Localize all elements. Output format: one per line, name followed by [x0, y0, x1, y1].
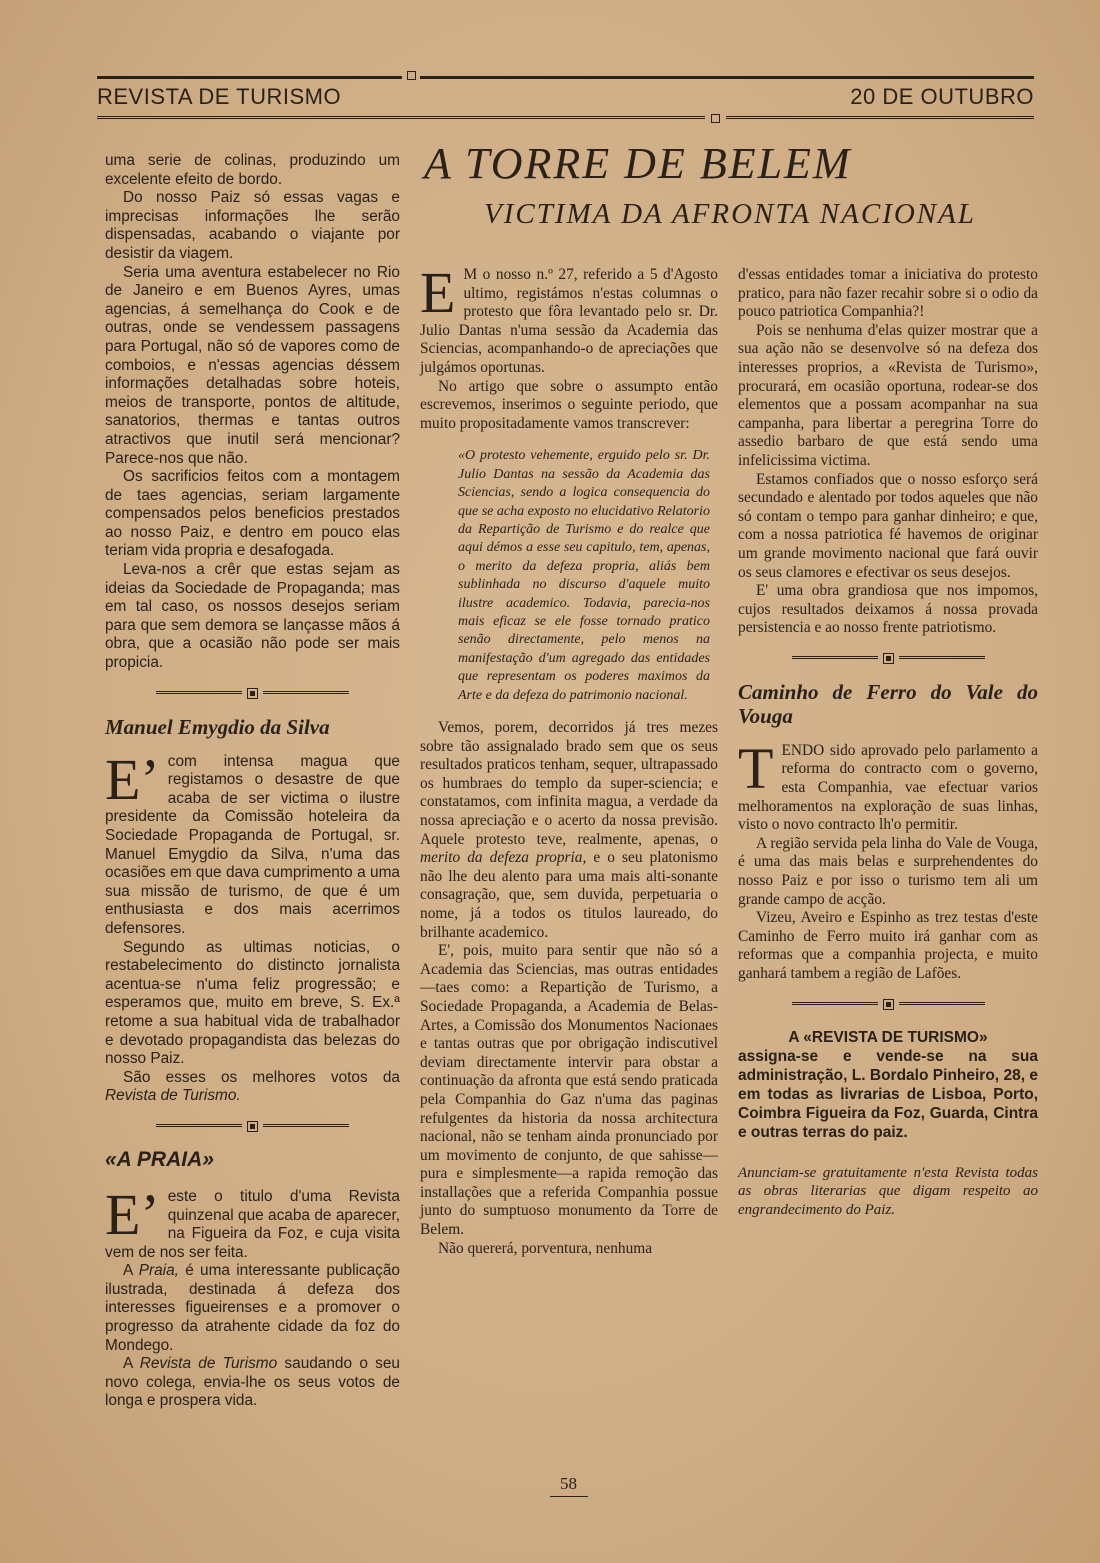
- header-bottom-rule-right: [726, 116, 1034, 122]
- right-column: [738, 266, 1038, 1219]
- drop-cap: T: [738, 735, 774, 801]
- section-title-a-praia: «A PRAIA»: [105, 1147, 214, 1171]
- page-number-rule: [550, 1496, 588, 1497]
- praia-paragraph-2: A Praia, é uma interessante publicação ilustrada, destinada á defeza dos interesses figueirenses e a promover o progresso da atrahente cidade da foz do Mondego.: [105, 1262, 400, 1354]
- section-separator: [105, 1120, 400, 1134]
- drop-cap: E’: [105, 1181, 160, 1247]
- drop-cap: E: [420, 260, 456, 325]
- header-top-rule-left: [97, 76, 402, 79]
- torre-paragraph-2: No artigo que sobre o assumpto então escrevemos, inserimos o seguinte periodo, que muito propositadamente vamos transcrever:: [420, 377, 718, 432]
- section-separator: [105, 687, 400, 701]
- torre-continued-1: d'essas entidades tomar a iniciativa do protesto pratico, para não fazer recahir sobre si o odio da pouco patriotica Companhia?!: [738, 266, 1038, 321]
- advertising-note: Anunciam-se gratuitamente n'esta Revista todas as obras literarias que digam respeito ao engrandecimento do Paiz.: [738, 1164, 1038, 1218]
- torre-continued-3: Estamos confiados que o nosso esforço será secundado e alentado por todos aqueles que não só contam o tempo para ganhar dinheiro; e que, com a nossa patriotica fé havemos de originar um grande movimento nacional que fará ouvir os seus clamores e efectivar os seus desejos.: [738, 470, 1038, 581]
- torre-continued-4: E' uma obra grandiosa que nos impomos, cujos resultados deixamos á nossa provada persistencia e ao nosso frente patriotismo.: [738, 582, 1038, 637]
- journal-name: REVISTA DE TURISMO: [97, 84, 342, 109]
- section-title-manuel-emygdio: Manuel Emygdio da Silva: [105, 714, 330, 739]
- left-paragraph-3: Seria uma aventura estabelecer no Rio de Janeiro e em Buenos Ayres, umas agencias, á semelhança do Cook e de outras, onde se vendessem passagens para Portugal, não só de vapores como de comboios, e n'essas agencias déssem informações detalhadas sobre hoteis, meios de transporte, pontos de altitude, sanatorios, thermas e tantas outros atractivos que inutil será mencionar? Parece-nos que não.: [105, 263, 400, 467]
- praia-paragraph-1: E’ este o titulo d'uma Revista quinzenal que acaba de aparecer, na Figueira da Foz, e cuja visita vem de nos ser feita.: [105, 1181, 400, 1261]
- header-ornament-top: [407, 71, 416, 80]
- vouga-paragraph-3: Vizeu, Aveiro e Espinho as trez testas d'este Caminho de Ferro muito irá ganhar com as reformas que a companhia projecta, e muito ganhará tambem a região de Lafões.: [738, 909, 1038, 982]
- drop-cap: E’: [105, 746, 160, 812]
- subscription-notice-body: assigna-se e vende-se na sua administração, L. Bordalo Pinheiro, 28, e em todas as livrarias de Lisboa, Porto, Coimbra Figueira da Foz, Guarda, Cintra e outras terras do paiz.: [738, 1047, 1038, 1141]
- torre-paragraph-4: E', pois, muito para sentir que não só a Academia das Sciencias, mas outras entidades—taes como: a Repartição de Turismo, a Sociedade Propaganda, a Academia de Belas-Artes, a Comissão dos Monumentos Nacionaes e tantas outras que por obrigação indiscutivel deviam directamente intervir para obstar a continuação da afronta que está sendo praticada pela Companhia do Gaz n'uma das paginas refulgentes da historia da nossa architectura nacional, não se tenham ainda pronunciado por um movimento de conjunto, de que sahisse—pura e simplesmente—a rapida remoção das installações que a referida Companhia possue junto do sumptuoso monumento da Torre de Belem.: [420, 942, 718, 1239]
- subscription-notice-title: A «REVISTA DE TURISMO»: [788, 1028, 988, 1046]
- vouga-paragraph-1: TENDO sido aprovado pelo parlamento a reforma do contracto com o governo, esta Companhia, vae efectuar varios melhoramentos na exploração de suas linhas, visto o novo contracto lh'o permitir.: [738, 735, 1038, 834]
- manuel-paragraph-3: São esses os melhores votos da Revista de Turismo.: [105, 1068, 400, 1105]
- header-top-rule-right: [420, 76, 1034, 79]
- vouga-paragraph-2: A região servida pela linha do Vale de Vouga, é uma das mais belas e surprehendentes do nosso Paiz e por isso o turismo tem ali um grande campo de acção.: [738, 834, 1038, 908]
- torre-paragraph-3: Vemos, porem, decorridos já tres mezes sobre tão assignalado brado sem que os seus resultados praticos tenham, sequer, ultrapassado os humbraes do templo da super-sciencia; e constatamos, com infinita magua, a verdade da nossa apreciação e o acerto da nossa previsão. Aquele protesto teve, realmente, apenas, o merito da defeza propria, e o seu platonismo não lhe deu alento para uma mais alti-sonante consagração, que, sem duvida, perpetuaria o nome, já a todos os titulos laureado, do brilhante academico.: [420, 719, 718, 941]
- page-number: 58: [560, 1474, 577, 1493]
- praia-paragraph-3: A Revista de Turismo saudando o seu novo colega, envia-lhe os seus votos de longa e prospera vida.: [105, 1355, 400, 1410]
- article-title: A TORRE DE BELEM: [424, 139, 852, 188]
- manuel-paragraph-1: E’ com intensa magua que registamos o desastre de que acaba de ser victima o ilustre presidente da Comissão hoteleira da Sociedade Propaganda de Portugal, sr. Manuel Emygdio da Silva, n'uma das ocasiões em que dava cumprimento a uma sua missão de turismo, de que é um enthusiasta e dos mais acerrimos defensores.: [105, 746, 400, 937]
- left-paragraph-2: Do nosso Paiz só essas vagas e imprecisas informações lhe serão dispensadas, acabando o viajante por desistir da viagem.: [105, 189, 400, 262]
- section-separator: [738, 998, 1038, 1012]
- left-paragraph-4: Os sacrificios feitos com a montagem de taes agencias, seriam largamente compensados pelos beneficios prestados ao nosso Paiz, e dentro em pouco elas teriam vida propria e desafogada.: [105, 468, 400, 560]
- manuel-paragraph-2: Segundo as ultimas noticias, o restabelecimento do distincto jornalista acentua-se n'uma feliz progressão; e esperamos que, muito em breve, S. Ex.ª retome a sua habitual vida de trabalhador e devotado propagandista das belezas do nosso Paiz.: [105, 938, 400, 1068]
- left-paragraph-1: uma serie de colinas, produzindo um excelente efeito de bordo.: [105, 152, 400, 188]
- article-subtitle: VICTIMA DA AFRONTA NACIONAL: [484, 198, 976, 230]
- section-separator: [738, 652, 1038, 666]
- subscription-notice: [738, 1028, 1038, 1142]
- torre-paragraph-1: E M o nosso n.º 27, referido a 5 d'Agosto ultimo, registámos n'estas columnas o protesto que fôra levantado pelo sr. Dr. Julio Dantas n'uma sessão da Academia das Sciencias, acompanhando-o de apreciações que julgámos oportunas.: [420, 260, 718, 376]
- section-title-caminho-de-ferro: Caminho de Ferro do Vale do Vouga: [738, 679, 1038, 728]
- torre-paragraph-5: Não quererá, porventura, nenhuma: [438, 1239, 653, 1257]
- left-column: [105, 152, 400, 1411]
- quoted-passage: «O protesto vehemente, erguido pelo sr. Dr. Julio Dantas na sessão da Academia das Sciencias, sendo a logica consequencia do que se acha exposto no elucidativo Relatorio da Repartição de Turismo e do realce que aqui démos a esse seu capitulo, tem, apenas, o merito da defeza propria, aliás bem sublinhada no discurso d'aquele muito ilustre academico. Todavia, parecia-nos mais eficaz se ele fosse tornado pratico senão directamente, pelo menos na manifestação d'um agregado das entidades que representam os poderes maximos da Arte e da defeza do patrimonio nacional.: [458, 448, 710, 703]
- left-paragraph-5: Leva-nos a crêr que estas sejam as ideias da Sociedade de Propaganda; mas em tal caso, os nossos desejos seriam para que sem demora se lançasse mãos á obra, que a ocasião não pode ser mais propicia.: [105, 561, 400, 672]
- issue-date: 20 DE OUTUBRO: [850, 84, 1034, 109]
- header-ornament-bottom: [711, 114, 720, 123]
- middle-column: [420, 260, 718, 1258]
- header-bottom-rule-left: [97, 116, 705, 122]
- torre-continued-2: Pois se nenhuma d'elas quizer mostrar que a sua ação não se desenvolve só na defeza dos interesses proprios, a «Revista de Turismo», procurará, em ocasião oportuna, rodear-se dos elementos que a possam acompanhar na sua campanha, para libertar a peregrina Torre do assedio barbaro de que está sendo uma infelicissima victima.: [738, 321, 1038, 469]
